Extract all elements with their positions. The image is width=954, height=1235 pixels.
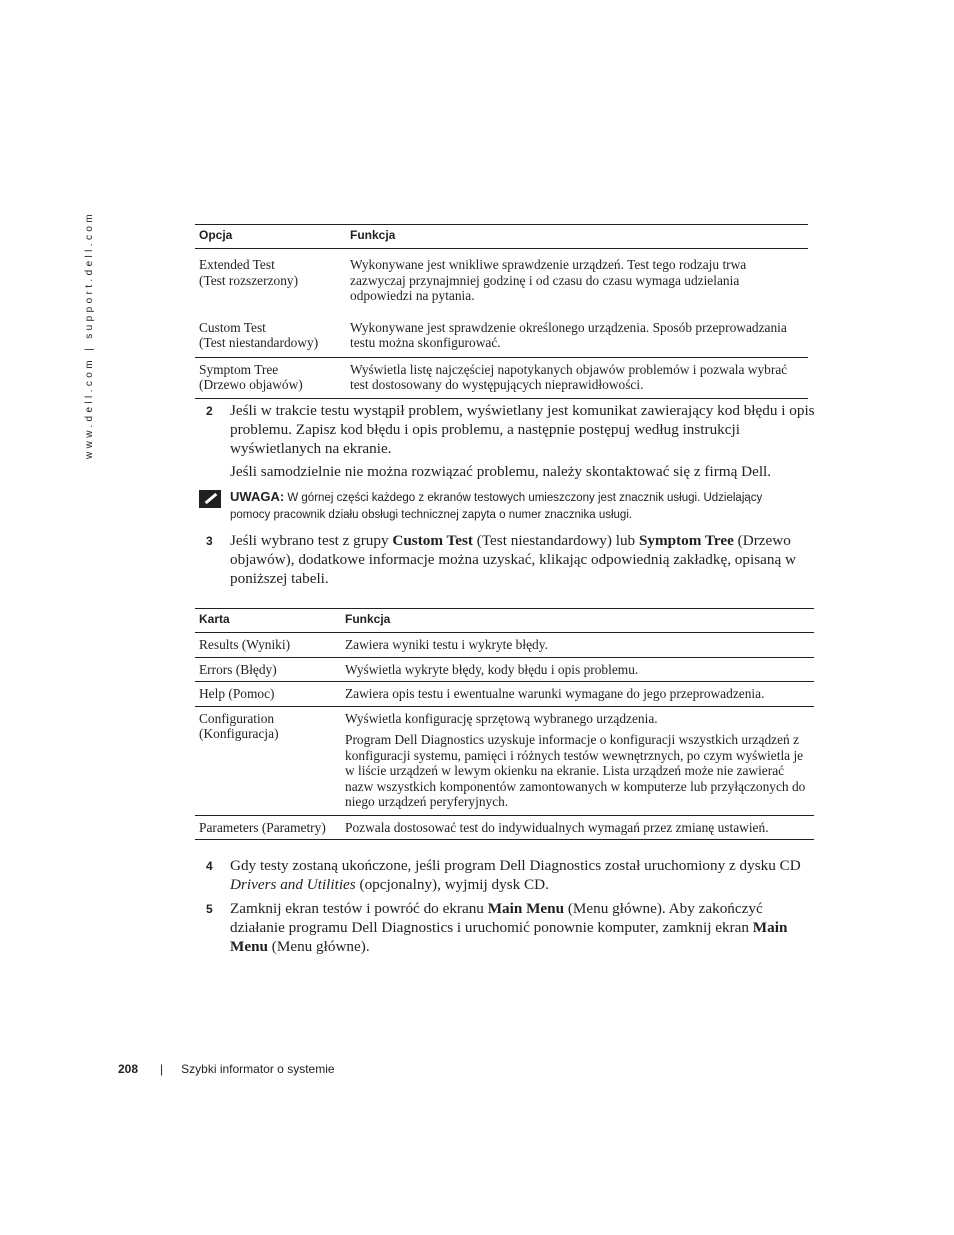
- page-number: 208: [118, 1062, 139, 1076]
- note-body: W górnej części każdego z ekranów testowych umieszczony jest znacznik usługi. Udzielający pomocy pracownik działu obsługi technicznej zapyta o numer znacznika usługi.: [230, 492, 763, 521]
- step-number: 3: [206, 534, 213, 548]
- step-paragraph: Jeśli w trakcie testu wystąpił problem, wyświetlany jest komunikat zawierający kod błędu i opis problemu. Zapisz kod błędu i opis problemu, a następnie postępuj według instrukcji wyświetlanych na ekranie.: [230, 402, 815, 457]
- function-text: Program Dell Diagnostics uzyskuje informacje o konfiguracji wszystkich urządzeń z konfiguracji systemu, pamięci i różnych testów wewnętrznych, po czym wyświetla je w liście urządzeń w lewym okienku na ekranie. Lista urządzeń może nie zawierać nazw wszystkich komponentów zamontowanych w komputerze lub przyłączonych do niego urządzeń peryferyjnych.: [345, 732, 806, 809]
- option-translation: (Test niestandardowy): [199, 335, 319, 350]
- text-run: (Menu główne). Aby zakończyć działanie programu Dell Diagnostics i uruchomić ponownie komputer, zamknij ekran: [230, 900, 763, 936]
- column-header-function: Funkcja: [341, 609, 814, 633]
- step-4: [206, 856, 816, 898]
- sidebar-url: [80, 210, 100, 465]
- step-paragraph: [230, 899, 816, 956]
- option-name: Custom Test: [199, 319, 266, 335]
- note-label: UWAGA:: [230, 489, 285, 504]
- table-row: [195, 657, 814, 682]
- term-drivers-and-utilities: Drivers and Utilities: [230, 876, 356, 893]
- column-header-function: Funkcja: [346, 225, 808, 249]
- function-cell: Pozwala dostosować test do indywidualnych wymagań przez zmianę ustawień.: [341, 815, 814, 840]
- term-custom-test: Custom Test: [392, 532, 473, 549]
- table-row: [195, 316, 808, 358]
- text-run: (opcjonalny), wyjmij dysk CD.: [355, 876, 549, 893]
- table-header-row: [195, 609, 814, 633]
- term-main-menu: Main Menu: [230, 919, 788, 955]
- tab-cell: Parameters (Parametry): [195, 815, 341, 840]
- step-number: 4: [206, 859, 213, 873]
- option-translation: (Test rozszerzony): [199, 272, 299, 288]
- column-header-option: Opcja: [195, 225, 346, 249]
- text-run: Jeśli wybrano test z grupy: [230, 532, 393, 549]
- table-row: [195, 633, 814, 658]
- option-cell: [195, 357, 346, 398]
- option-name: Symptom Tree: [199, 361, 279, 377]
- step-number: 2: [206, 404, 213, 418]
- tab-cell: Results (Wyniki): [195, 633, 341, 658]
- step-paragraph: Jeśli samodzielnie nie można rozwiązać problemu, należy skontaktować się z firmą Dell.: [230, 463, 772, 480]
- step-paragraph: [230, 531, 816, 588]
- options-table: [195, 224, 808, 399]
- text-run: (Test niestandardowy) lub: [472, 532, 639, 549]
- function-cell: Wykonywane jest wnikliwe sprawdzenie urządzeń. Test tego rodzaju trwa zazwyczaj przynajmniej godzinę i od czasu do czasu wymaga udzielania odpowiedzi na pytania.: [350, 257, 747, 303]
- function-cell: Wykonywane jest sprawdzenie określonego urządzenia. Sposób przeprowadzania testu można skonfigurować.: [346, 316, 808, 358]
- footer-title: Szybki informator o systemie: [181, 1062, 335, 1076]
- function-text: Wyświetla konfigurację sprzętową wybranego urządzenia.: [345, 710, 658, 726]
- tabs-table: [195, 608, 814, 840]
- step-2: [206, 401, 816, 485]
- text-run: (Menu główne).: [267, 938, 370, 955]
- text-run: Gdy testy zostaną ukończone, jeśli program Dell Diagnostics został uruchomiony z dysku CD: [230, 857, 801, 874]
- sidebar-url-text: www.dell.com | support.dell.com: [84, 210, 95, 459]
- function-cell: Zawiera wyniki testu i wykryte błędy.: [341, 633, 814, 658]
- table-row: [195, 249, 808, 316]
- pencil-note-icon: [199, 490, 221, 508]
- text-run: Zamknij ekran testów i powróć do ekranu: [230, 900, 488, 917]
- step-3: [206, 531, 816, 592]
- function-cell: Wyświetla wykryte błędy, kody błędu i opis problemu.: [341, 657, 814, 682]
- option-translation: (Drzewo objawów): [199, 377, 303, 392]
- option-cell: [195, 316, 346, 358]
- function-cell: [341, 706, 814, 815]
- text-run: (Drzewo objawów), dodatkowe informacje można uzyskać, klikając odpowiednią zakładkę, opisaną w poniższej tabeli.: [230, 532, 796, 587]
- page-footer: [118, 1062, 335, 1076]
- function-cell: Wyświetla listę najczęściej napotykanych objawów problemów i pozwala wybrać test dostosowany do występujących nieprawidłowości.: [350, 361, 788, 392]
- table-row: [195, 815, 814, 840]
- tab-cell: [195, 706, 341, 815]
- option-cell: [195, 249, 346, 316]
- tab-name: Configuration: [199, 710, 275, 726]
- table-row: [195, 706, 814, 815]
- step-paragraph: [230, 856, 816, 894]
- table-row: [195, 357, 808, 398]
- step-number: 5: [206, 902, 213, 916]
- tab-cell: Errors (Błędy): [195, 657, 341, 682]
- tab-cell: Help (Pomoc): [195, 682, 341, 707]
- tab-translation: (Konfiguracja): [199, 726, 279, 741]
- table-header-row: [195, 225, 808, 249]
- note-text: [230, 488, 779, 524]
- step-5: [206, 899, 816, 960]
- note-block: [199, 488, 779, 524]
- table-row: [195, 682, 814, 707]
- footer-separator: |: [160, 1062, 164, 1076]
- term-main-menu: Main Menu: [487, 900, 565, 917]
- function-cell: Zawiera opis testu i ewentualne warunki wymagane do jego przeprowadzenia.: [341, 682, 814, 707]
- option-name: Extended Test: [199, 257, 275, 272]
- column-header-tab: Karta: [195, 609, 341, 633]
- term-symptom-tree: Symptom Tree: [638, 532, 734, 549]
